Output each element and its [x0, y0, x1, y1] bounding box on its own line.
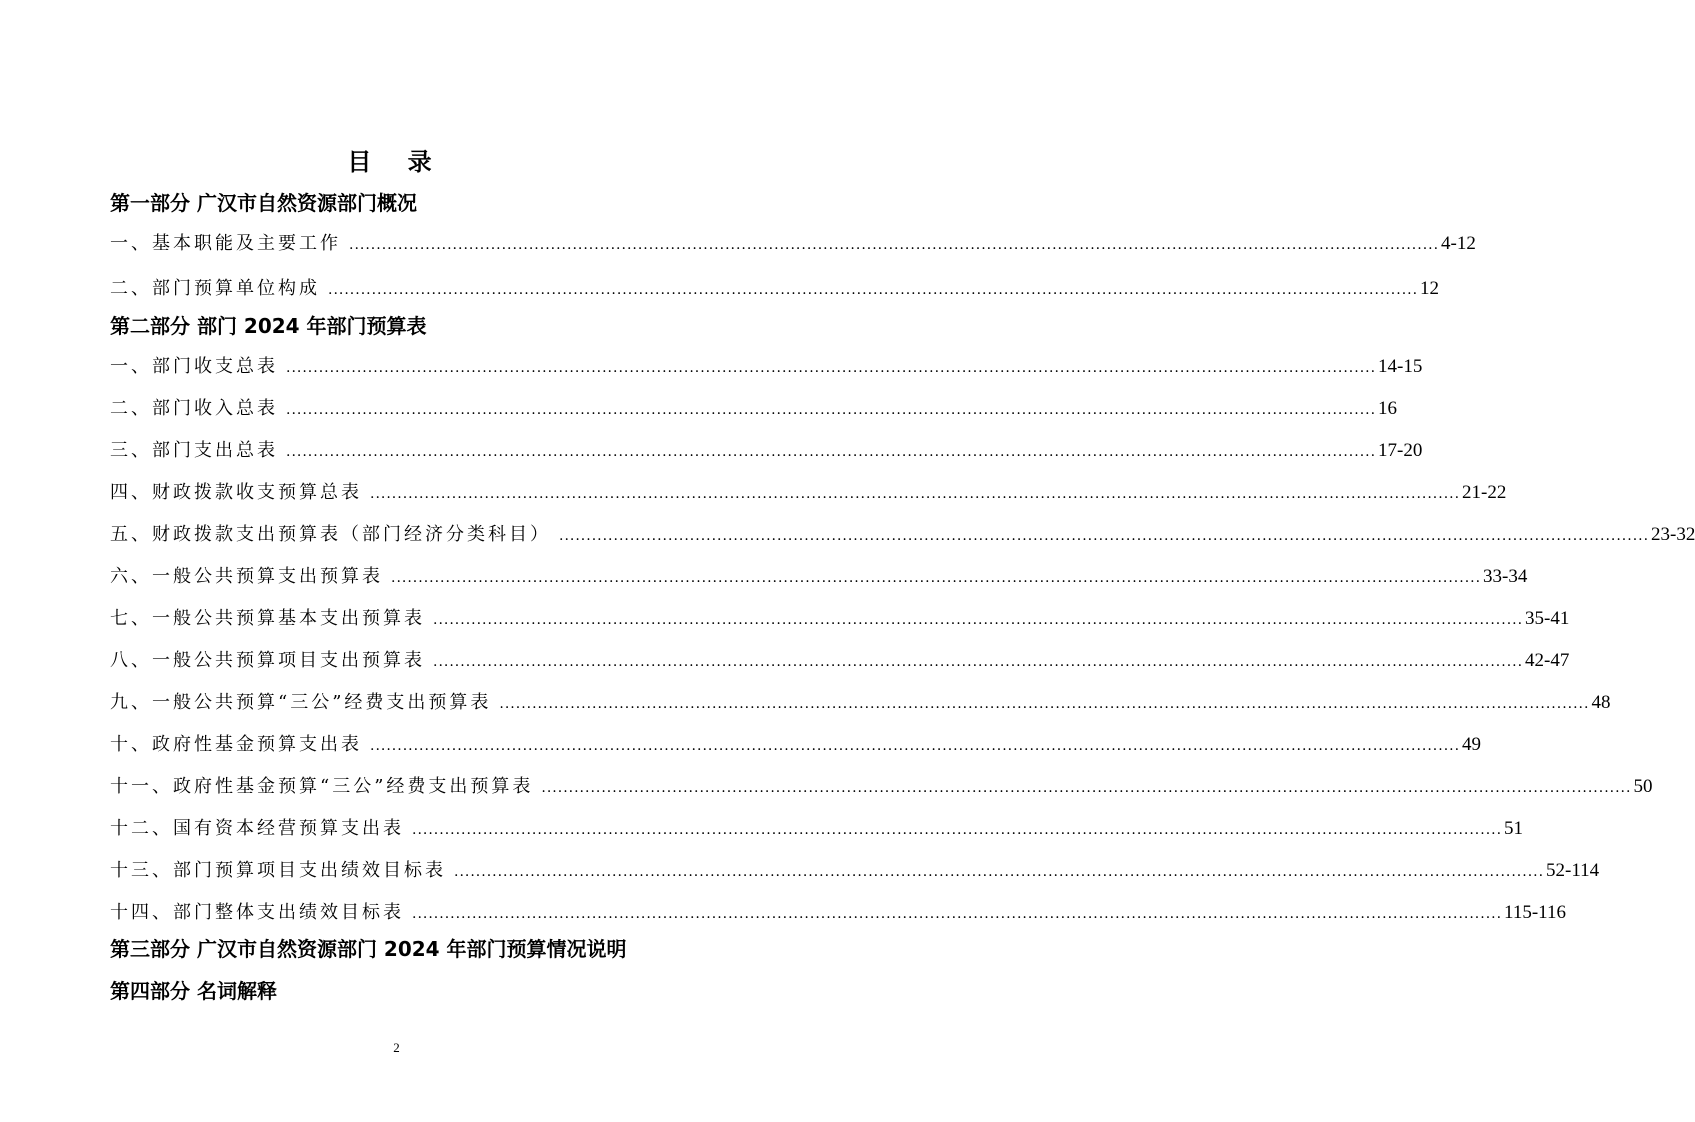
- toc-entry: [110, 605, 1570, 633]
- toc-entry-pages: 33-34: [1483, 566, 1528, 587]
- toc-entry: [110, 479, 1507, 507]
- toc-entry-pages: 52-114: [1546, 860, 1600, 881]
- dot-leader: ........................................................................................................................................................................................................: [286, 360, 1377, 376]
- part-heading-2: 第二部分 部门 2024 年部门预算表: [110, 314, 427, 338]
- toc-entry-label: 十三、部门预算项目支出绩效目标表: [110, 860, 446, 881]
- part-heading-4: 第四部分 名词解释: [110, 979, 277, 1003]
- dot-leader: ........................................................................................................................................................................................................: [328, 282, 1419, 298]
- toc-entry-pages: 49: [1462, 734, 1482, 755]
- dot-leader: ........................................................................................................................................................................................................: [370, 486, 1461, 502]
- dot-leader: ........................................................................................................................................................................................................: [391, 570, 1482, 586]
- dot-leader: ........................................................................................................................................................................................................: [541, 780, 1632, 796]
- toc-entry-label: 十一、政府性基金预算“三公”经费支出预算表: [110, 776, 534, 797]
- toc-entry-pages: 50: [1633, 776, 1653, 797]
- toc-entry: [110, 647, 1570, 675]
- toc-entry-pages: 48: [1591, 692, 1611, 713]
- dot-leader: ........................................................................................................................................................................................................: [412, 822, 1503, 838]
- toc-entry-label: 十、政府性基金预算支出表: [110, 734, 362, 755]
- dot-leader: ........................................................................................................................................................................................................: [286, 402, 1377, 418]
- toc-entry-pages: 23-32: [1651, 524, 1695, 545]
- toc-entry: [110, 815, 1524, 843]
- toc-entry: [110, 275, 1440, 303]
- dot-leader: ........................................................................................................................................................................................................: [559, 528, 1650, 544]
- toc-entry-label: 三、部门支出总表: [110, 440, 278, 461]
- dot-leader: ........................................................................................................................................................................................................: [454, 864, 1545, 880]
- toc-entry-pages: 42-47: [1525, 650, 1570, 671]
- toc-entry-pages: 115-116: [1504, 902, 1566, 923]
- dot-leader: ........................................................................................................................................................................................................: [433, 654, 1524, 670]
- toc-entry-label: 十四、部门整体支出绩效目标表: [110, 902, 404, 923]
- toc-entry: [110, 353, 1423, 381]
- toc-title: 目 录: [347, 148, 446, 176]
- toc-entry-pages: 12: [1420, 278, 1440, 299]
- toc-entry-pages: 17-20: [1378, 440, 1423, 461]
- toc-entry: [110, 731, 1482, 759]
- dot-leader: ........................................................................................................................................................................................................: [286, 444, 1377, 460]
- toc-entry-label: 七、一般公共预算基本支出预算表: [110, 608, 425, 629]
- toc-entry-pages: 35-41: [1525, 608, 1570, 629]
- toc-entry-pages: 16: [1378, 398, 1398, 419]
- toc-entry-pages: 14-15: [1378, 356, 1423, 377]
- toc-entry: [110, 899, 1566, 927]
- toc-entry: [110, 857, 1600, 885]
- toc-entry: [110, 563, 1528, 591]
- toc-entry-label: 八、一般公共预算项目支出预算表: [110, 650, 425, 671]
- part-heading-3: 第三部分 广汉市自然资源部门 2024 年部门预算情况说明: [110, 937, 627, 961]
- dot-leader: ........................................................................................................................................................................................................: [412, 906, 1503, 922]
- toc-entry-pages: 21-22: [1462, 482, 1507, 503]
- toc-entry-label: 五、财政拨款支出预算表（部门经济分类科目）: [110, 524, 551, 545]
- page-number: 2: [393, 1040, 400, 1055]
- toc-entry-label: 一、部门收支总表: [110, 356, 278, 377]
- toc-entry: [110, 521, 1695, 549]
- toc-entry-label: 四、财政拨款收支预算总表: [110, 482, 362, 503]
- toc-entry-label: 一、基本职能及主要工作: [110, 233, 341, 254]
- toc-entry: [110, 689, 1611, 717]
- toc-entry-label: 六、一般公共预算支出预算表: [110, 566, 383, 587]
- toc-entry-label: 九、一般公共预算“三公”经费支出预算表: [110, 692, 492, 713]
- toc-entry-label: 十二、国有资本经营预算支出表: [110, 818, 404, 839]
- dot-leader: ........................................................................................................................................................................................................: [499, 696, 1590, 712]
- toc-entry-label: 二、部门收入总表: [110, 398, 278, 419]
- toc-entry: [110, 773, 1653, 801]
- toc-entry-label: 二、部门预算单位构成: [110, 278, 320, 299]
- toc-entry: [110, 230, 1476, 258]
- toc-entry-pages: 51: [1504, 818, 1524, 839]
- toc-entry: [110, 437, 1423, 465]
- dot-leader: ........................................................................................................................................................................................................: [433, 612, 1524, 628]
- dot-leader: ........................................................................................................................................................................................................: [370, 738, 1461, 754]
- toc-entry: [110, 395, 1398, 423]
- dot-leader: ........................................................................................................................................................................................................: [349, 237, 1440, 253]
- toc-entry-pages: 4-12: [1441, 233, 1476, 254]
- part-heading-1: 第一部分 广汉市自然资源部门概况: [110, 191, 417, 215]
